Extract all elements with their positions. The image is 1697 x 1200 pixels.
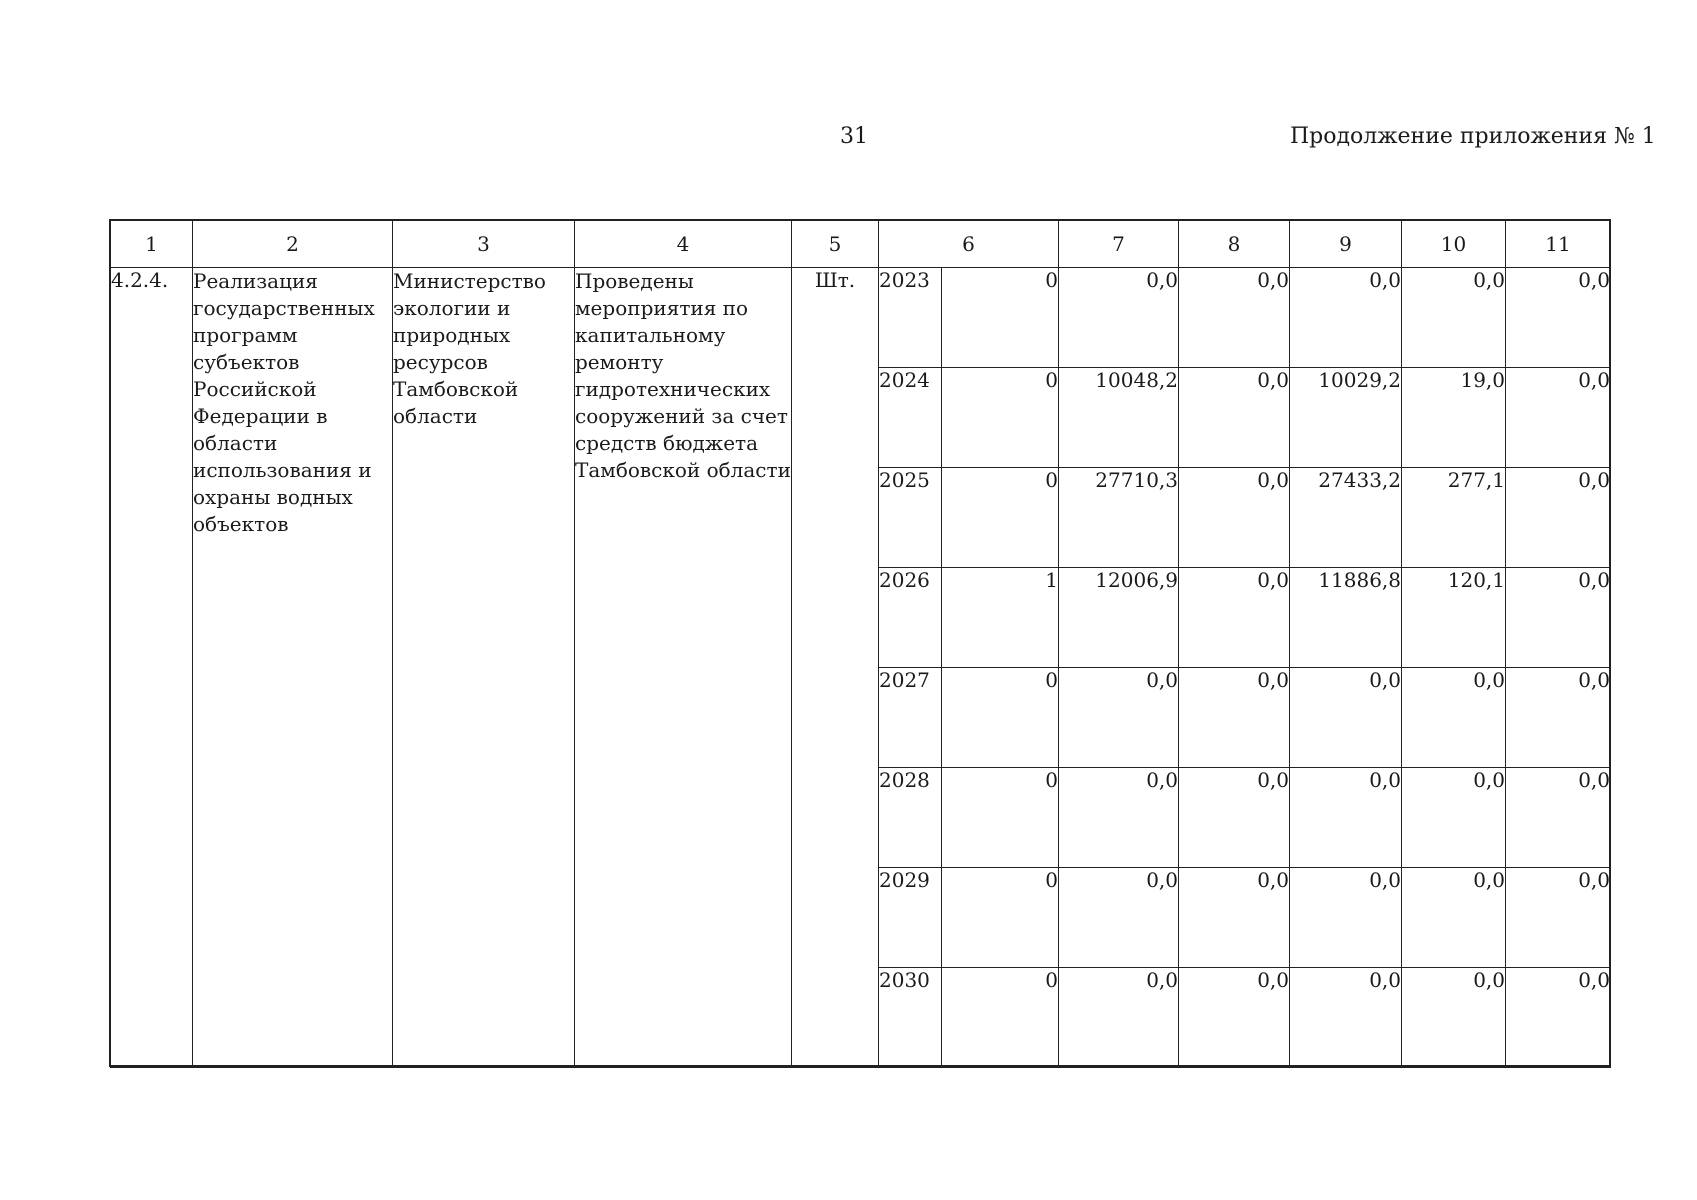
amount-col-7: 12006,9 xyxy=(1059,568,1179,668)
column-number: 2 xyxy=(193,221,393,268)
amount-col-11: 0,0 xyxy=(1506,868,1611,968)
column-number: 5 xyxy=(792,221,879,268)
amount-col-7: 0,0 xyxy=(1059,668,1179,768)
indicator-value: 0 xyxy=(942,468,1059,568)
indicator-value: 0 xyxy=(942,668,1059,768)
amount-col-7: 10048,2 xyxy=(1059,368,1179,468)
page-number: 31 xyxy=(840,124,868,149)
amount-col-11: 0,0 xyxy=(1506,368,1611,468)
amount-col-10: 0,0 xyxy=(1402,268,1506,368)
indicator-value: 0 xyxy=(942,368,1059,468)
row-code: 4.2.4. xyxy=(111,268,193,1068)
year-cell: 2027 xyxy=(879,668,942,768)
year-cell: 2023 xyxy=(879,268,942,368)
amount-col-10: 120,1 xyxy=(1402,568,1506,668)
amount-col-10: 0,0 xyxy=(1402,968,1506,1068)
amount-col-11: 0,0 xyxy=(1506,768,1611,868)
column-number: 7 xyxy=(1059,221,1179,268)
amount-col-9: 0,0 xyxy=(1290,868,1402,968)
amount-col-10: 0,0 xyxy=(1402,668,1506,768)
indicator-value: 0 xyxy=(942,268,1059,368)
amount-col-8: 0,0 xyxy=(1179,868,1290,968)
amount-col-9: 27433,2 xyxy=(1290,468,1402,568)
amount-col-7: 27710,3 xyxy=(1059,468,1179,568)
year-cell: 2029 xyxy=(879,868,942,968)
column-number: 4 xyxy=(575,221,792,268)
table-row xyxy=(111,268,1611,368)
column-number: 6 xyxy=(879,221,1059,268)
amount-col-10: 277,1 xyxy=(1402,468,1506,568)
amount-col-7: 0,0 xyxy=(1059,968,1179,1068)
amount-col-10: 0,0 xyxy=(1402,868,1506,968)
amount-col-9: 10029,2 xyxy=(1290,368,1402,468)
amount-col-10: 19,0 xyxy=(1402,368,1506,468)
column-number: 10 xyxy=(1402,221,1506,268)
expected-result: Проведены мероприятия по капитальному ремонту гидротехнических сооружений за счет средств бюджета Тамбовской области xyxy=(575,268,792,1068)
column-number-row xyxy=(111,221,1611,268)
indicator-value: 0 xyxy=(942,868,1059,968)
indicator-value: 0 xyxy=(942,768,1059,868)
year-cell: 2030 xyxy=(879,968,942,1068)
measurement-unit: Шт. xyxy=(792,268,879,1068)
column-number: 1 xyxy=(111,221,193,268)
amount-col-8: 0,0 xyxy=(1179,668,1290,768)
amount-col-9: 0,0 xyxy=(1290,768,1402,868)
column-number: 8 xyxy=(1179,221,1290,268)
amount-col-7: 0,0 xyxy=(1059,268,1179,368)
appendix-continuation-note: Продолжение приложения № 1 xyxy=(1290,124,1656,149)
program-table xyxy=(110,220,1611,1068)
amount-col-11: 0,0 xyxy=(1506,468,1611,568)
amount-col-8: 0,0 xyxy=(1179,468,1290,568)
indicator-value: 1 xyxy=(942,568,1059,668)
amount-col-11: 0,0 xyxy=(1506,668,1611,768)
amount-col-8: 0,0 xyxy=(1179,568,1290,668)
year-cell: 2024 xyxy=(879,368,942,468)
amount-col-7: 0,0 xyxy=(1059,768,1179,868)
amount-col-8: 0,0 xyxy=(1179,368,1290,468)
amount-col-11: 0,0 xyxy=(1506,568,1611,668)
year-cell: 2025 xyxy=(879,468,942,568)
year-cell: 2028 xyxy=(879,768,942,868)
column-number: 3 xyxy=(393,221,575,268)
amount-col-8: 0,0 xyxy=(1179,968,1290,1068)
indicator-value: 0 xyxy=(942,968,1059,1068)
amount-col-9: 0,0 xyxy=(1290,268,1402,368)
amount-col-10: 0,0 xyxy=(1402,768,1506,868)
amount-col-8: 0,0 xyxy=(1179,768,1290,868)
amount-col-11: 0,0 xyxy=(1506,968,1611,1068)
amount-col-9: 11886,8 xyxy=(1290,568,1402,668)
amount-col-7: 0,0 xyxy=(1059,868,1179,968)
amount-col-11: 0,0 xyxy=(1506,268,1611,368)
column-number: 11 xyxy=(1506,221,1611,268)
year-cell: 2026 xyxy=(879,568,942,668)
amount-col-8: 0,0 xyxy=(1179,268,1290,368)
amount-col-9: 0,0 xyxy=(1290,668,1402,768)
measure-name: Реализация государственных программ субъектов Российской Федерации в области использования и охраны водных объектов xyxy=(193,268,393,1068)
column-number: 9 xyxy=(1290,221,1402,268)
responsible-executor: Министерство экологии и природных ресурсов Тамбовской области xyxy=(393,268,575,1068)
amount-col-9: 0,0 xyxy=(1290,968,1402,1068)
